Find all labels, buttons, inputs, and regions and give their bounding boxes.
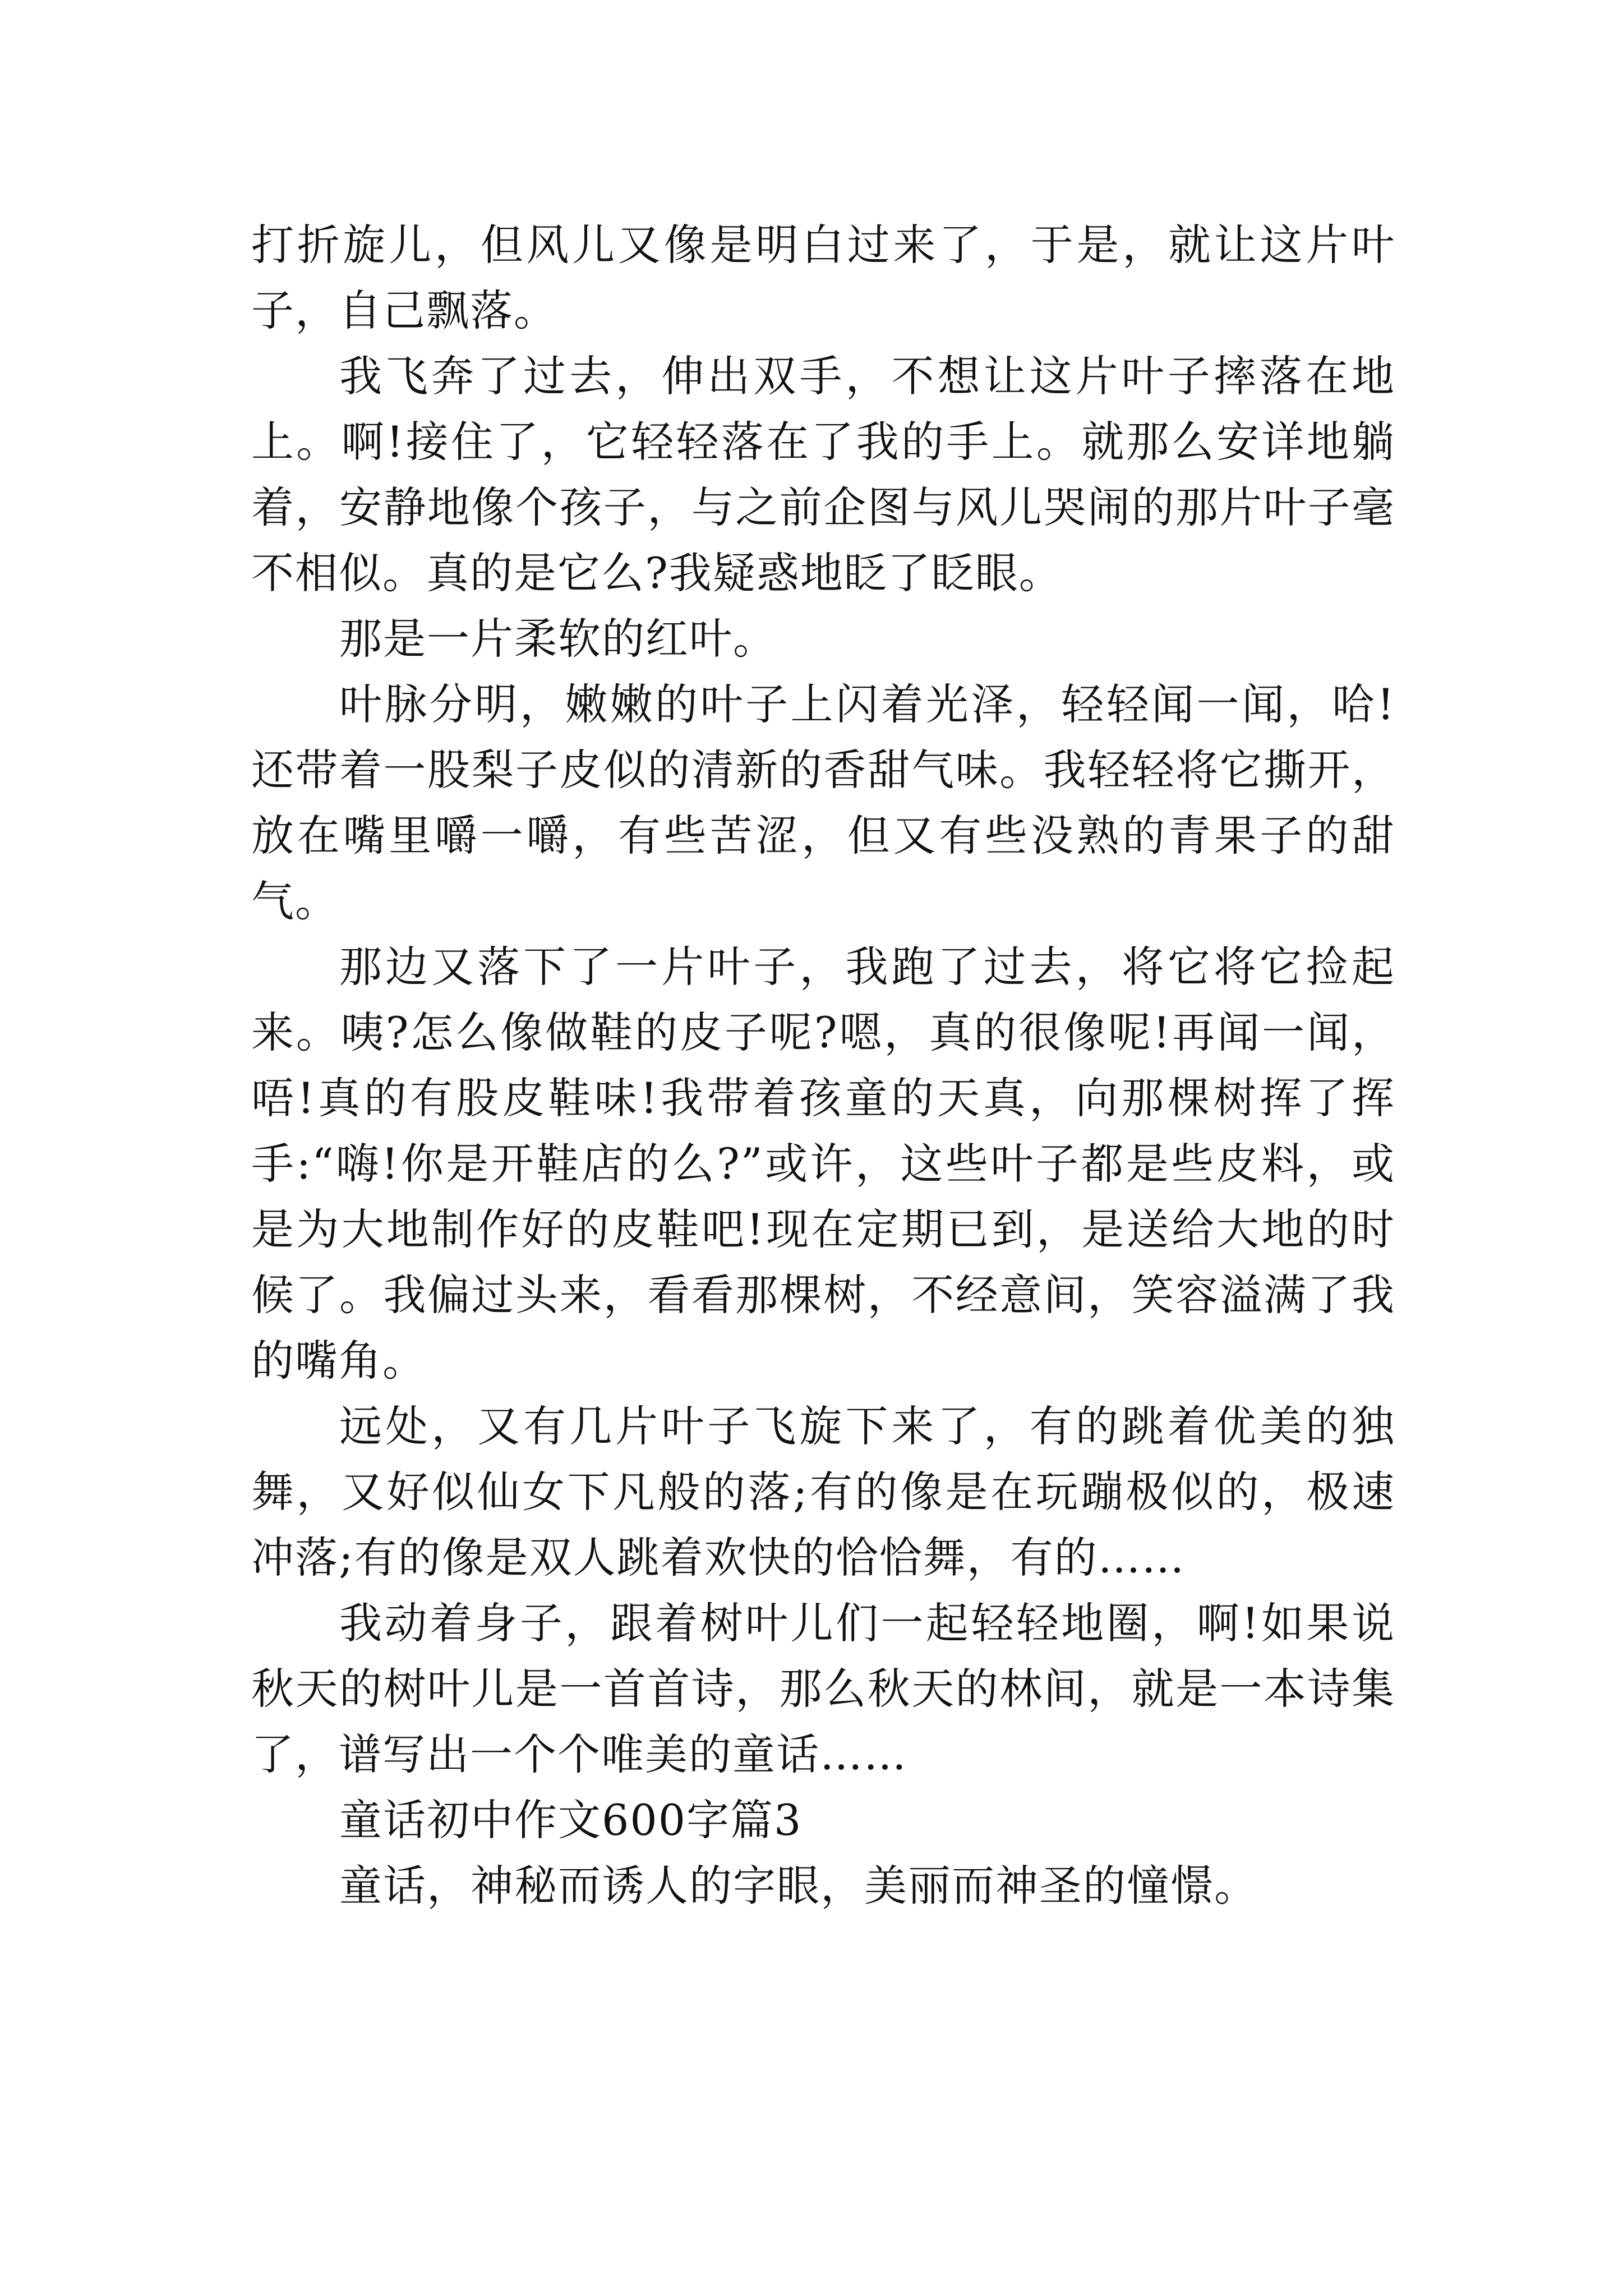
paragraph-5: 那边又落下了一片叶子，我跑了过去，将它将它捡起来。咦?怎么像做鞋的皮子呢?嗯，真的很像呢!再闻一闻，唔!真的有股皮鞋味!我带着孩童的天真，向那棵树挥了挥手:“嗨!你是开鞋店的么?”或许，这些叶子都是些皮料，或是为大地制作好的皮鞋吧!现在定期已到，是送给大地的时候了。我偏过头来，看看那棵树，不经意间，笑容溢满了我的嘴角。 [251,942,1395,1386]
paragraph-6: 远处，又有几片叶子飞旋下来了，有的跳着优美的独舞，又好似仙女下凡般的落;有的像是在玩蹦极似的，极速冲落;有的像是双人跳着欢快的恰恰舞，有的…… [251,1401,1395,1582]
paragraph-1: 打折旋儿，但风儿又像是明白过来了，于是，就让这片叶子，自己飘落。 [251,220,1395,335]
section-heading: 童话初中作文600字篇3 [339,1795,803,1845]
paragraph-3: 那是一片柔软的红叶。 [339,614,777,664]
document-body [251,212,1395,1918]
paragraph-4: 叶脉分明，嫩嫩的叶子上闪着光泽，轻轻闻一闻，哈!还带着一股梨子皮似的清新的香甜气味。我轻轻将它撕开，放在嘴里嚼一嚼，有些苦涩，但又有些没熟的青果子的甜气。 [251,679,1395,926]
paragraph-2: 我飞奔了过去，伸出双手，不想让这片叶子摔落在地上。啊!接住了，它轻轻落在了我的手上。就那么安详地躺着，安静地像个孩子，与之前企图与风儿哭闹的那片叶子毫不相似。真的是它么?我疑惑地眨了眨眼。 [251,351,1395,598]
paragraph-8: 童话，神秘而诱人的字眼，美丽而神圣的憧憬。 [339,1861,1258,1911]
paragraph-7: 我动着身子，跟着树叶儿们一起轻轻地圈，啊!如果说秋天的树叶儿是一首首诗，那么秋天的林间，就是一本诗集了，谱写出一个个唯美的童话…… [251,1598,1395,1779]
